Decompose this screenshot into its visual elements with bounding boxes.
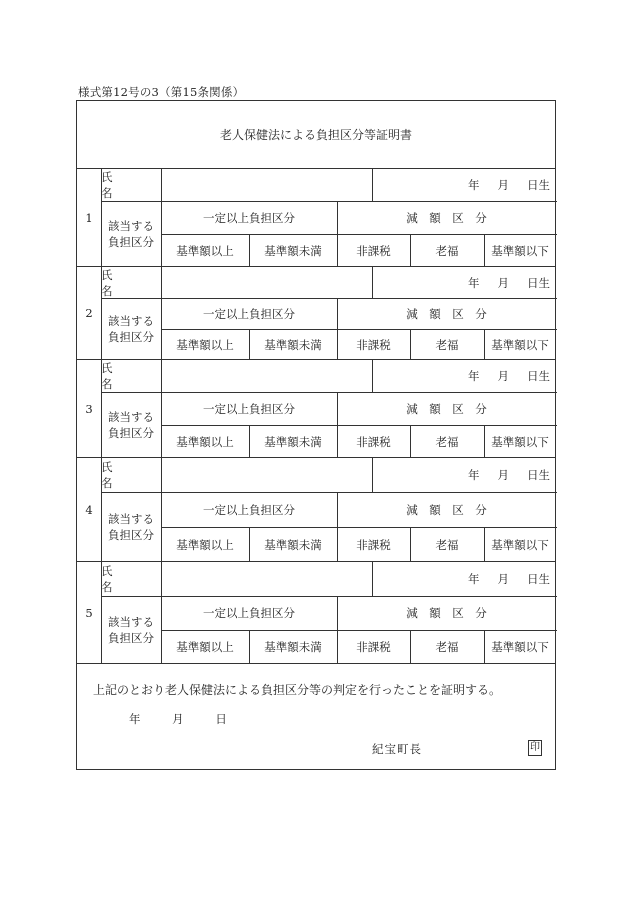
birth-day-label: 日生: [527, 572, 550, 586]
birth-month-label: 月: [497, 178, 509, 192]
applicable-category-label: [101, 392, 161, 458]
applicable-line1: 該当する: [108, 410, 154, 424]
elderly-welfare-option[interactable]: 老福: [435, 243, 459, 258]
name-field[interactable]: [161, 169, 372, 201]
entry-number: 1: [85, 210, 93, 225]
tax-exempt-option[interactable]: 非課税: [356, 537, 391, 552]
applicable-line2: 負担区分: [108, 330, 154, 344]
birthdate-field[interactable]: [372, 169, 556, 201]
name-label: [101, 360, 161, 392]
certificate-form: [76, 100, 556, 770]
elderly-welfare-option[interactable]: 老福: [435, 640, 459, 654]
applicable-line2: 負担区分: [108, 528, 154, 542]
above-standard-option[interactable]: 基準額以上: [176, 434, 234, 449]
applicable-category-label: [101, 298, 161, 360]
birth-day-label: 日生: [527, 178, 550, 192]
name-label: [101, 458, 161, 492]
applicable-category-label: [101, 596, 161, 664]
below-standard-option[interactable]: 基準額未満: [264, 337, 322, 352]
birth-day-label: 日生: [527, 468, 550, 482]
elderly-welfare-option[interactable]: 老福: [435, 337, 459, 352]
name-label-text: 氏 名: [101, 564, 160, 594]
entry-number: 5: [85, 605, 93, 620]
applicable-category-label: [101, 492, 161, 562]
entry-block: [77, 360, 555, 458]
applicable-line1: 該当する: [108, 615, 154, 629]
applicable-line2: 負担区分: [108, 235, 154, 249]
entry-block: [77, 267, 555, 360]
standard-or-less-option[interactable]: 基準額以下: [491, 640, 549, 654]
form-title-text: 老人保健法による負担区分等証明書: [219, 128, 412, 142]
applicable-category-label: [101, 201, 161, 267]
name-label-text: 氏 名: [101, 267, 160, 298]
fixed-income-header: 一定以上負担区分: [203, 210, 295, 225]
name-field[interactable]: [161, 267, 372, 298]
entry-number: 4: [85, 502, 93, 517]
elderly-welfare-option[interactable]: 老福: [435, 537, 459, 552]
standard-or-less-option[interactable]: 基準額以下: [491, 337, 549, 352]
birth-month-label: 月: [497, 275, 509, 290]
birthdate-field[interactable]: [372, 562, 556, 596]
above-standard-option[interactable]: 基準額以上: [176, 537, 234, 552]
name-label-text: 氏 名: [101, 170, 160, 200]
applicable-line1: 該当する: [108, 314, 154, 328]
certification-text: 上記のとおり老人保健法による負担区分等の判定を行ったことを証明する。: [93, 683, 502, 697]
reduction-header: 減 額 区 分: [406, 210, 487, 225]
birth-day-label: 日生: [527, 275, 550, 290]
seal-mark: 印: [528, 740, 542, 756]
birth-year-label: 年: [468, 275, 480, 290]
name-label: [101, 169, 161, 201]
birth-year-label: 年: [468, 572, 480, 586]
name-label-text: 氏 名: [101, 460, 160, 490]
fixed-income-header: 一定以上負担区分: [203, 306, 295, 321]
tax-exempt-option[interactable]: 非課税: [356, 243, 391, 258]
entry-number: 3: [85, 401, 93, 416]
mayor-title: 紀宝町長: [372, 742, 422, 756]
fixed-income-header: 一定以上負担区分: [203, 502, 295, 517]
name-label: [101, 267, 161, 298]
date-day-label: 日: [215, 712, 227, 726]
below-standard-option[interactable]: 基準額未満: [264, 243, 322, 258]
certification-footer: [77, 664, 555, 771]
standard-or-less-option[interactable]: 基準額以下: [491, 537, 549, 552]
below-standard-option[interactable]: 基準額未満: [264, 640, 322, 654]
tax-exempt-option[interactable]: 非課税: [356, 337, 391, 352]
name-field[interactable]: [161, 562, 372, 596]
birth-year-label: 年: [468, 178, 480, 192]
applicable-line2: 負担区分: [108, 426, 154, 440]
standard-or-less-option[interactable]: 基準額以下: [491, 243, 549, 258]
name-field[interactable]: [161, 360, 372, 392]
entry-block: [77, 562, 555, 664]
name-label: [101, 562, 161, 596]
reduction-header: 減 額 区 分: [406, 502, 487, 517]
fixed-income-header: 一定以上負担区分: [203, 606, 295, 620]
above-standard-option[interactable]: 基準額以上: [176, 243, 234, 258]
above-standard-option[interactable]: 基準額以上: [176, 640, 234, 654]
birth-year-label: 年: [468, 468, 480, 482]
birthdate-field[interactable]: [372, 458, 556, 492]
reduction-header: 減 額 区 分: [406, 606, 487, 620]
below-standard-option[interactable]: 基準額未満: [264, 434, 322, 449]
fixed-income-header: 一定以上負担区分: [203, 401, 295, 416]
applicable-line1: 該当する: [108, 219, 154, 233]
birth-month-label: 月: [497, 369, 509, 383]
form-title: [77, 101, 555, 169]
birth-day-label: 日生: [527, 369, 550, 383]
entry-block: [77, 458, 555, 562]
date-year-label: 年: [129, 712, 141, 726]
reduction-header: 減 額 区 分: [406, 401, 487, 416]
birthdate-field[interactable]: [372, 360, 556, 392]
name-field[interactable]: [161, 458, 372, 492]
name-label-text: 氏 名: [101, 361, 160, 391]
form-number: 様式第12号の3（第15条関係）: [78, 85, 245, 99]
certification-date: [129, 711, 255, 727]
elderly-welfare-option[interactable]: 老福: [435, 434, 459, 449]
above-standard-option[interactable]: 基準額以上: [176, 337, 234, 352]
tax-exempt-option[interactable]: 非課税: [356, 640, 391, 654]
reduction-header: 減 額 区 分: [406, 306, 487, 321]
below-standard-option[interactable]: 基準額未満: [264, 537, 322, 552]
standard-or-less-option[interactable]: 基準額以下: [491, 434, 549, 449]
birthdate-field[interactable]: [372, 267, 556, 298]
entry-block: [77, 169, 555, 267]
date-month-label: 月: [172, 712, 184, 726]
birth-month-label: 月: [497, 468, 509, 482]
tax-exempt-option[interactable]: 非課税: [356, 434, 391, 449]
birth-year-label: 年: [468, 369, 480, 383]
birth-month-label: 月: [497, 572, 509, 586]
entry-number: 2: [85, 306, 93, 320]
applicable-line2: 負担区分: [108, 631, 154, 645]
applicable-line1: 該当する: [108, 512, 154, 526]
